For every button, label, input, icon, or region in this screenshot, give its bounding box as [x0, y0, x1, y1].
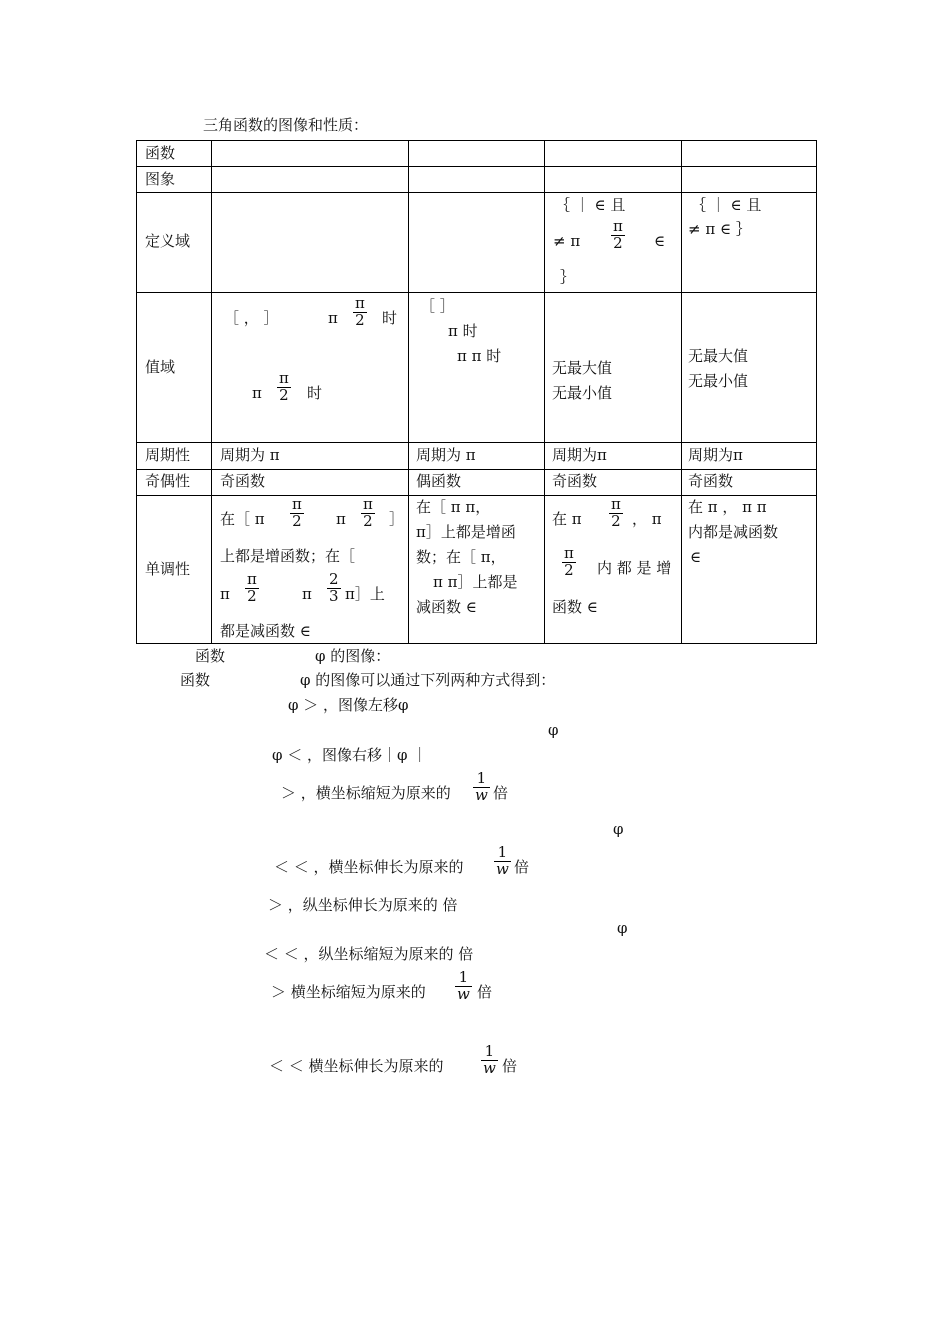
a-less-rule: ＜ ＜ ，纵坐标缩短为原来的 倍: [264, 945, 474, 963]
sin-period: 周期为 π: [220, 446, 280, 464]
cos-range-top: ［ ］: [420, 297, 455, 315]
cos-period: 周期为 π: [416, 446, 476, 464]
cot-period: 周期为π: [688, 446, 743, 464]
tan-domain-line2: ≠ π: [553, 232, 581, 250]
fraction: $\frac{\pi}{2}$: [279, 369, 289, 404]
sin-mono-line3-end: π］上: [345, 585, 385, 603]
cos-mono-line4: π π］上都是: [433, 573, 518, 591]
fraction: $\frac{1}{w}$: [496, 843, 509, 878]
tan-domain-line1: ｛ ｜ ∈ 且: [555, 196, 626, 214]
section-heading-graph: φ 的图像：: [315, 647, 391, 665]
tan-mono-line3: 函数 ∈: [552, 598, 598, 616]
cos-mono-line2: π］上都是增函: [416, 523, 516, 541]
fraction: $\frac{\pi}{2}$: [613, 217, 623, 252]
fraction: $\frac{\pi}{2}$: [355, 294, 365, 329]
sin-parity: 奇函数: [220, 472, 266, 490]
section-intro-func: 函数: [180, 671, 211, 689]
pi-symbol: π: [336, 510, 346, 528]
sin-mono-line4: 都是减函数 ∈: [220, 622, 311, 640]
fraction: $\frac{\pi}{2}$: [292, 495, 302, 530]
fraction: $\frac{1}{w}$: [483, 1042, 496, 1077]
cot-domain-line2: ≠ π ∈ ｝: [688, 220, 751, 238]
tan-mono-line1: 在 π: [552, 510, 582, 528]
pi-symbol: π: [252, 384, 262, 402]
sin-mono-line2: 上都是增函数；在［: [220, 547, 356, 565]
phi-label: φ: [613, 820, 624, 838]
tan-mono-line2: 内 都 是 增: [597, 559, 672, 577]
cos-range-line3: π π 时: [457, 347, 502, 365]
tan-domain-in: ∈: [654, 232, 666, 250]
cot-mono-line3: ∈: [690, 548, 702, 566]
sin-range-top: ［ ， ］: [224, 309, 279, 327]
tan-mono-line1-end: ， π: [632, 510, 662, 528]
tan-range-max: 无最大值: [552, 359, 613, 377]
page-title: 三角函数的图像和性质：: [203, 116, 369, 134]
sin-mono-line1: 在［ π: [220, 510, 265, 528]
phi-label: φ: [617, 919, 628, 937]
a-greater-rule: ＞ ，纵坐标伸长为原来的 倍: [268, 896, 458, 914]
pi-symbol: π: [220, 585, 230, 603]
row-label-parity: 奇偶性: [145, 472, 191, 490]
times-label: 倍: [477, 983, 493, 1001]
pi-symbol: π: [302, 585, 312, 603]
times-label: 倍: [493, 784, 509, 802]
fraction: $\frac{\pi}{2}$: [564, 544, 574, 579]
cot-mono-line1: 在 π ， π π: [688, 498, 767, 516]
bracket: ］: [389, 510, 405, 528]
col-divider: [211, 141, 212, 643]
phi-label: φ: [548, 721, 559, 739]
w-less-rule: ＜ ＜ ，横坐标伸长为原来的: [274, 858, 464, 876]
col-divider: [408, 141, 409, 643]
sin-range-when: 时: [307, 384, 323, 402]
times-label: 倍: [514, 858, 530, 876]
row-divider: [137, 495, 816, 496]
trig-properties-table: [136, 140, 817, 644]
fraction: $\frac{1}{w}$: [457, 968, 470, 1003]
cot-mono-line2: 内都是减函数: [688, 523, 779, 541]
cot-parity: 奇函数: [688, 472, 734, 490]
fraction: $\frac{\pi}{2}$: [611, 495, 621, 530]
cot-range-min: 无最小值: [688, 372, 749, 390]
section-intro-methods: φ 的图像可以通过下列两种方式得到：: [300, 671, 556, 689]
fraction: $\frac{\pi}{2}$: [363, 495, 373, 530]
w2-greater-rule: ＞ 横坐标缩短为原来的: [271, 983, 426, 1001]
row-divider: [137, 469, 816, 470]
sin-range-when: 时: [382, 309, 398, 327]
row-divider: [137, 192, 816, 193]
col-divider: [544, 141, 545, 643]
row-label-range: 值域: [145, 358, 176, 376]
cot-domain-line1: ｛ ｜ ∈ 且: [691, 196, 762, 214]
cos-mono-line5: 减函数 ∈: [416, 598, 477, 616]
row-label-function: 函数: [145, 144, 176, 162]
times-label: 倍: [502, 1057, 518, 1075]
fraction: $\frac{2}{3}$: [329, 570, 339, 605]
row-label-graph: 图象: [145, 170, 176, 188]
tan-period: 周期为π: [552, 446, 607, 464]
row-divider: [137, 166, 816, 167]
fraction: $\frac{1}{w}$: [475, 769, 488, 804]
row-divider: [137, 442, 816, 443]
cot-range-max: 无最大值: [688, 347, 749, 365]
cos-mono-line1: 在［ π π，: [416, 498, 491, 516]
row-label-monotonicity: 单调性: [145, 560, 191, 578]
fraction: $\frac{\pi}{2}$: [247, 570, 257, 605]
shift-right-rule: φ ＜ ，图像右移｜φ ｜: [272, 746, 428, 764]
row-label-period: 周期性: [145, 446, 191, 464]
row-divider: [137, 292, 816, 293]
section-heading-func: 函数: [195, 647, 226, 665]
shift-left-rule: φ ＞ ，图像左移φ: [288, 696, 409, 714]
tan-domain-line3: ｝: [560, 268, 576, 286]
tan-parity: 奇函数: [552, 472, 598, 490]
row-label-domain: 定义域: [145, 232, 191, 250]
col-divider: [681, 141, 682, 643]
cos-parity: 偶函数: [416, 472, 462, 490]
w-greater-rule: ＞ ，横坐标缩短为原来的: [281, 784, 451, 802]
w2-less-rule: ＜ ＜ 横坐标伸长为原来的: [269, 1057, 444, 1075]
cos-mono-line3: 数；在［ π，: [416, 548, 506, 566]
pi-symbol: π: [328, 309, 338, 327]
tan-range-min: 无最小值: [552, 384, 613, 402]
cos-range-line2: π 时: [448, 322, 478, 340]
